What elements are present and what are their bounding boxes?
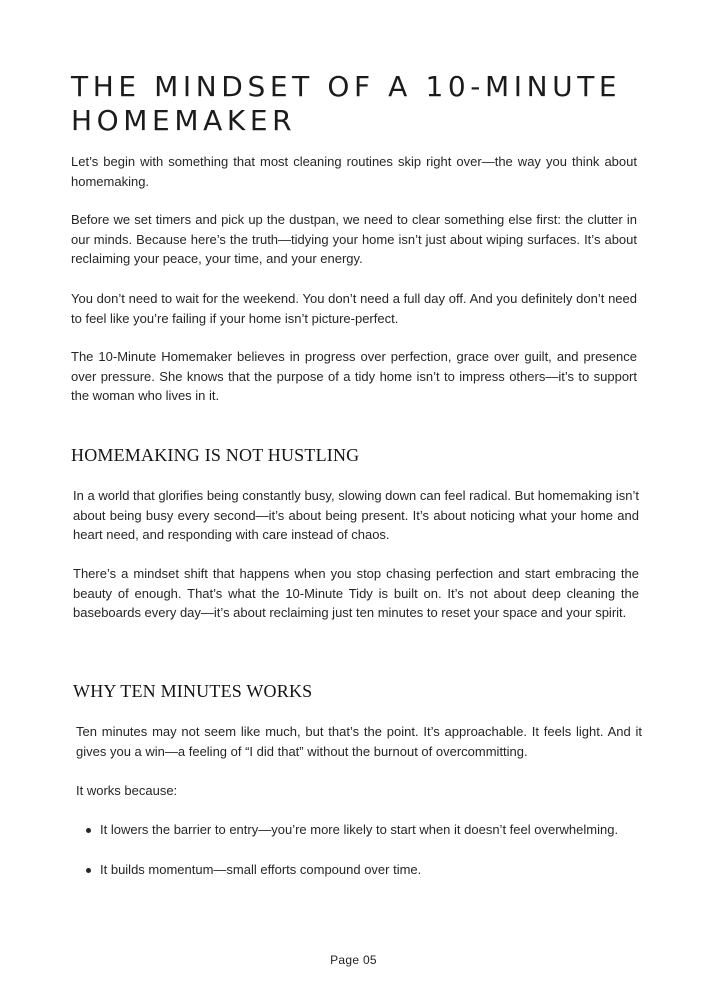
section1-paragraph-2: There’s a mindset shift that happens when you stop chasing perfection and start embracing the beauty of enough. That’s what the 10-Minute Tidy is built on. It’s not about deep cleaning the baseboards every day—it’s about reclaiming just ten minutes to reset your space and your spirit. bbox=[73, 566, 639, 621]
page-number: Page 05 bbox=[330, 953, 377, 967]
list-item-text: It builds momentum—small efforts compound over time. bbox=[100, 861, 422, 877]
list-item-text: It lowers the barrier to entry—you’re more likely to start when it doesn’t feel overwhelming. bbox=[100, 822, 619, 837]
reasons-list bbox=[76, 820, 642, 879]
bullet-icon bbox=[86, 868, 91, 873]
bullet-icon bbox=[86, 828, 91, 833]
section2-paragraph-2: It works because: bbox=[76, 783, 178, 798]
section-heading-hustling: HOMEMAKING IS NOT HUSTLING bbox=[71, 445, 360, 465]
intro-paragraph-3: You don’t need to wait for the weekend. You don’t need a full day off. And you definitely don’t need to feel like you’re failing if your home isn’t picture-perfect. bbox=[71, 291, 637, 326]
intro-paragraph-1: Let’s begin with something that most cleaning routines skip right over—the way you think about homemaking. bbox=[71, 154, 637, 189]
section1-paragraph-1: In a world that glorifies being constantly busy, slowing down can feel radical. But homemaking isn’t about being busy every second—it’s about being present. It’s about noticing what your home and heart need, and responding with care instead of chaos. bbox=[73, 488, 639, 543]
section2-paragraph-1: Ten minutes may not seem like much, but that’s the point. It’s approachable. It feels light. And it gives you a win—a feeling of “I did that” without the burnout of overcommitting. bbox=[76, 724, 642, 759]
intro-paragraph-2: Before we set timers and pick up the dustpan, we need to clear something else first: the clutter in our minds. Because here’s the truth—tidying your home isn’t just about wiping surfaces. It’s about reclaiming your peace, your time, and your energy. bbox=[71, 212, 637, 267]
page-title: THE MINDSET OF A 10-MINUTE HOMEMAKER bbox=[71, 70, 622, 137]
list-item bbox=[76, 860, 642, 880]
section-heading-ten-minutes: WHY TEN MINUTES WORKS bbox=[73, 681, 313, 701]
list-item bbox=[76, 820, 642, 840]
intro-paragraph-4: The 10-Minute Homemaker believes in progress over perfection, grace over guilt, and presence over pressure. She knows that the purpose of a tidy home isn’t to impress others—it’s to support the woman who lives in it. bbox=[71, 349, 637, 404]
